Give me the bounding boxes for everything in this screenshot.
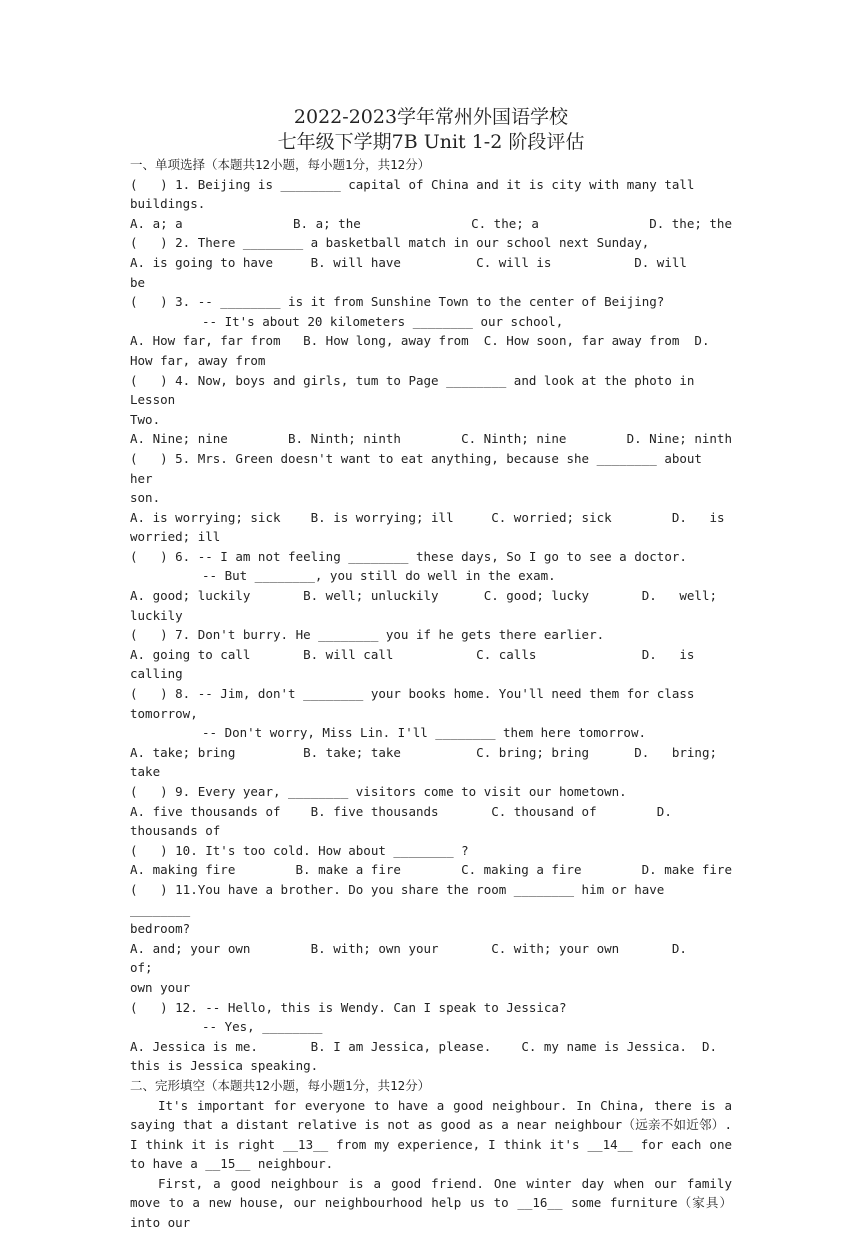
question-5: [130, 449, 732, 547]
question-stem-tail: son.: [130, 490, 161, 506]
question-options: A. take; bring B. take; take C. bring; bring D. bring;: [130, 744, 717, 760]
question-options: [130, 429, 732, 449]
question-options-tail: calling: [130, 666, 183, 682]
cloze-paragraph: It's important for everyone to have a good neighbour. In China, there is a saying that a distant relative is not as good as a near neighbour（远亲不如近邻）. I think it is right __13__ from my experience, I think it's __14__ for each one to have a __15__ neighbour.: [130, 1097, 732, 1172]
option-c: C. making a fire: [461, 862, 582, 878]
question-stem: ( ) 9. Every year, ________ visitors come to visit our hometown.: [130, 784, 627, 799]
question-options: A. good; luckily B. well; unluckily C. good; lucky D. well;: [130, 588, 717, 604]
option-a: A. Nine; nine: [130, 431, 228, 447]
question-options: [130, 214, 732, 234]
question-stem: ( ) 12. -- Hello, this is Wendy. Can I speak to Jessica?: [130, 999, 567, 1015]
section1-heading: 一、单项选择（本题共12小题，每小题1分，共12分）: [130, 157, 431, 172]
question-6: [130, 547, 732, 625]
document-content: [130, 105, 732, 1233]
question-options: A. Jessica is me. B. I am Jessica, please. C. my name is Jessica. D.: [130, 1038, 717, 1054]
question-options-tail: luckily: [130, 607, 183, 623]
question-stem: ( ) 5. Mrs. Green doesn't want to eat anything, because she ________ about her: [130, 450, 710, 486]
question-options: A. going to call B. will call C. calls D. is: [130, 646, 695, 662]
question-options: A. How far, far from B. How long, away from C. How soon, far away from D.: [130, 333, 710, 349]
option-d: D. the; the: [649, 215, 732, 231]
question-stem: ( ) 7. Don't burry. He ________ you if he gets there earlier.: [130, 627, 605, 643]
question-options: A. and; your own B. with; own your C. with; your own D. of;: [130, 940, 710, 976]
question-stem: ( ) 1. Beijing is ________ capital of China and it is city with many tall buildings.: [130, 176, 702, 212]
document-title: 2022-2023学年常州外国语学校: [293, 106, 569, 128]
option-c: C. Ninth; nine: [461, 431, 567, 447]
question-10: [130, 841, 732, 880]
question-options-tail: worried; ill: [130, 529, 221, 545]
section2-heading: 二、完形填空（本题共12小题，每小题1分，共12分）: [130, 1077, 431, 1093]
question-options: A. is going to have B. will have C. will is D. will: [130, 254, 687, 270]
question-7: [130, 625, 732, 684]
option-b: B. make a fire: [295, 862, 401, 878]
question-options: A. is worrying; sick B. is worrying; ill C. worried; sick D. is: [130, 509, 725, 525]
question-stem: ( ) 8. -- Jim, don't ________ your books home. You'll need them for class tomorrow,: [130, 686, 702, 721]
question-options: A. five thousands of B. five thousands C. thousand of D.: [130, 803, 672, 819]
question-stem: ( ) 3. -- ________ is it from Sunshine Town to the center of Beijing?: [130, 294, 665, 310]
question-stem: ( ) 4. Now, boys and girls, tum to Page ________ and look at the photo in Lesson: [130, 372, 702, 408]
question-stem: ( ) 10. It's too cold. How about ________ ?: [130, 842, 469, 858]
option-b: B. Ninth; ninth: [288, 431, 401, 447]
option-d: D. Nine; ninth: [626, 431, 732, 447]
question-12: [130, 998, 732, 1076]
question-stem-tail: Two.: [130, 411, 161, 427]
option-c: C. the; a: [471, 215, 539, 231]
question-8: [130, 684, 732, 782]
question-options-tail: thousands of: [130, 823, 221, 839]
question-3: [130, 292, 732, 370]
question-dialog-reply: -- Yes, ________: [202, 1019, 323, 1035]
document-subtitle: 七年级下学期7B Unit 1-2 阶段评估: [277, 131, 585, 153]
question-stem-tail: bedroom?: [130, 921, 191, 937]
question-dialog-reply: -- Don't worry, Miss Lin. I'll ________ them here tomorrow.: [202, 725, 647, 741]
question-options: [130, 860, 732, 880]
question-9: [130, 782, 732, 841]
option-b: B. a; the: [293, 215, 361, 231]
question-11: [130, 880, 732, 998]
question-dialog-reply: -- But ________, you still do well in the exam.: [202, 568, 556, 584]
question-options-tail: take: [130, 764, 161, 780]
question-options-tail: own your: [130, 979, 191, 995]
question-options-tail: this is Jessica speaking.: [130, 1058, 319, 1074]
option-a: A. a; a: [130, 215, 183, 231]
question-stem: ( ) 2. There ________ a basketball match in our school next Sunday,: [130, 235, 650, 251]
question-stem: ( ) 11.You have a brother. Do you share the room ________ him or have ________: [130, 881, 672, 917]
cloze-paragraph: First, a good neighbour is a good friend. One winter day when our family move to a new house, our neighbourhood help us to __16__ some furniture（家具） into our: [130, 1175, 732, 1231]
option-a: A. making fire: [130, 862, 236, 878]
question-options-tail: How far, away from: [130, 352, 266, 368]
question-2: [130, 233, 732, 292]
question-dialog-reply: -- It's about 20 kilometers ________ our school,: [202, 313, 564, 329]
question-4: [130, 371, 732, 449]
question-options-tail: be: [130, 274, 146, 290]
question-stem: ( ) 6. -- I am not feeling ________ these days, So I go to see a doctor.: [130, 548, 687, 564]
question-1: [130, 175, 732, 234]
option-d: D. make fire: [641, 862, 732, 878]
